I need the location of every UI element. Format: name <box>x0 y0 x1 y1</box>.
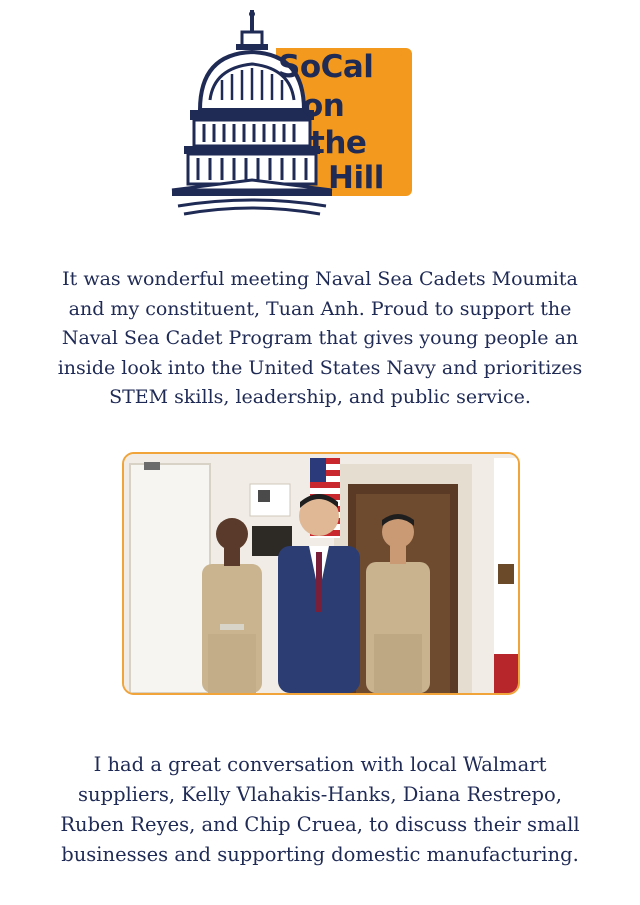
walmart-suppliers-paragraph: I had a great conversation with local Walmart suppliers, Kelly Vlahakis-Hanks, Diana Restrepo, Ruben Reyes, and Chip Cruea, to discuss their small businesses and supporting domestic manufacturing. <box>60 752 580 866</box>
naval-cadets-paragraph: It was wonderful meeting Naval Sea Cadets Moumita and my constituent, Tuan Anh. Proud to support the Naval Sea Cadet Program that gives young people an inside look into the United States Navy and prioritizes STEM skills, leadership, and public service. <box>57 268 583 408</box>
cadets-photo-illustration <box>124 454 518 693</box>
logo-line-socal: SoCal <box>278 49 374 85</box>
logo-line-on: on <box>302 88 345 124</box>
logo-line-the: the <box>310 125 367 161</box>
logo-line-hill: Hill <box>328 160 384 196</box>
cadets-photo <box>122 452 520 695</box>
logo-wordmark <box>258 48 412 196</box>
